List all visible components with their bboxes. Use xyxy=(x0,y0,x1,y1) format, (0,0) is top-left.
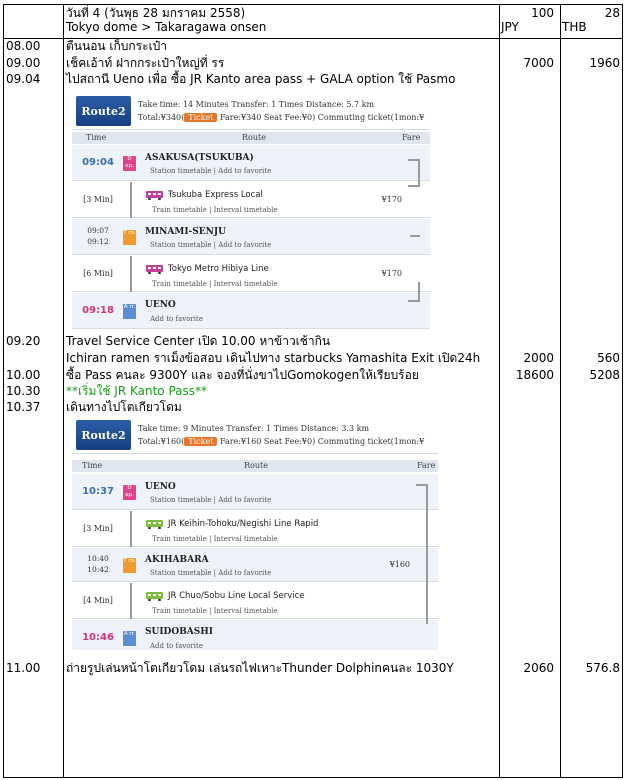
train-links[interactable]: Train timetable | Interval timetable xyxy=(152,607,278,615)
train-icon xyxy=(146,190,163,200)
row-thb: 5208 xyxy=(589,368,620,382)
row-text: เช็คเอ้าท์ ฝากกระเป๋าใหญ่ที่ รร xyxy=(66,56,225,70)
row-time: 09.04 xyxy=(6,72,41,86)
station-name[interactable]: ASAKUSA(TSUKUBA) xyxy=(145,153,254,163)
station-name[interactable]: AKIHABARA xyxy=(145,555,209,565)
departure-time: 10:37 xyxy=(82,486,114,497)
route-line xyxy=(130,182,132,218)
leg-duration: [3 Min] xyxy=(83,524,113,533)
route-badge: Route2 xyxy=(76,420,131,450)
route-table-header xyxy=(72,460,438,472)
train-icon xyxy=(146,264,163,274)
leg-fare: ¥160 xyxy=(389,560,410,569)
line-name[interactable]: JR Chuo/Sobu Line Local Service xyxy=(168,591,305,601)
col-time: Time xyxy=(82,461,103,470)
station-links[interactable]: Station timetable | Add to favorite xyxy=(150,167,272,175)
station-name[interactable]: SUIDOBASHI xyxy=(145,627,214,637)
row-time: 10.00 xyxy=(6,368,41,382)
row-time: 09.00 xyxy=(6,56,41,70)
departure-icon: D ep. xyxy=(123,156,136,171)
row-text: ถ่ายรูปเล่นหน้าโตเกียวโดม เล่นรถไฟเหาะThunder Dolphinคนละ 1030Y xyxy=(66,661,454,675)
route-title: Tokyo dome > Takaragawa onsen xyxy=(66,20,267,34)
thb-label: THB xyxy=(562,20,587,34)
station-row xyxy=(72,474,438,510)
fare-bracket xyxy=(410,235,420,237)
route-header xyxy=(72,416,438,454)
route-line xyxy=(130,583,132,619)
transfer-departure-time: 10:42 xyxy=(87,565,109,574)
favorite-link[interactable]: Add to favorite xyxy=(150,642,203,650)
row-time: 11.00 xyxy=(6,661,41,675)
station-links[interactable]: Station timetable | Add to favorite xyxy=(150,496,272,504)
leg-row xyxy=(72,511,438,547)
arrival-time: 09:18 xyxy=(82,305,114,316)
jpy-rate: 100 xyxy=(531,6,554,20)
station-row xyxy=(72,548,438,582)
leg-row xyxy=(72,182,430,218)
leg-duration: [4 Min] xyxy=(83,596,113,605)
train-icon xyxy=(146,519,163,529)
ticket-button[interactable]: Ticket xyxy=(184,113,217,122)
row-text: Travel Service Center เปิด 10.00 หาข้าวเช้ากิน xyxy=(66,334,331,348)
route-summary: Take time: 9 Minutes Transfer: 1 Times Distance: 3.3 km xyxy=(138,424,370,433)
row-time: 08.00 xyxy=(6,39,41,53)
col-fare: Fare xyxy=(402,133,421,142)
row-text: เดินทางไปโตเกียวโดม xyxy=(66,400,182,414)
station-links[interactable]: Station timetable | Add to favorite xyxy=(150,569,272,577)
row-time: 09.20 xyxy=(6,334,41,348)
col-fare: Fare xyxy=(417,461,436,470)
route-header xyxy=(72,92,430,130)
leg-row xyxy=(72,583,438,619)
col-route: Route xyxy=(244,461,268,470)
station-row xyxy=(72,219,430,255)
transfer-icon: T ra. xyxy=(123,558,136,573)
fare-bracket xyxy=(408,282,420,302)
transfer-icon: T ra. xyxy=(123,230,136,245)
col-time: Time xyxy=(86,133,107,142)
row-jpy: 7000 xyxy=(523,56,554,70)
route-line xyxy=(130,256,132,292)
route-panel-1 xyxy=(72,92,430,330)
row-time: 10.37 xyxy=(6,400,41,414)
day-title: วันที่ 4 (วันพุธ 28 มกราคม 2558) xyxy=(66,6,246,20)
arrival-time: 10:46 xyxy=(82,632,114,643)
arrival-time: 10:40 xyxy=(87,554,109,563)
row-thb: 560 xyxy=(597,351,620,365)
row-jpy: 18600 xyxy=(515,368,554,382)
station-row xyxy=(72,145,430,181)
leg-row xyxy=(72,256,430,292)
row-thb: 1960 xyxy=(589,56,620,70)
arrival-icon: A rr. xyxy=(123,631,136,646)
arrival-time: 09:07 xyxy=(87,226,109,235)
train-icon xyxy=(146,591,163,601)
station-row xyxy=(72,620,438,650)
station-name[interactable]: UENO xyxy=(145,482,176,492)
route-table-header xyxy=(72,132,430,144)
train-links[interactable]: Train timetable | Interval timetable xyxy=(152,535,278,543)
departure-icon: D ep. xyxy=(123,485,136,500)
fare-bracket xyxy=(408,159,420,187)
route-fare-summary: Total:¥340( Ticket Fare:¥340 Seat Fee:¥0) Commuting ticket(1mon:¥ xyxy=(138,113,425,122)
station-links[interactable]: Station timetable | Add to favorite xyxy=(150,241,272,249)
transfer-departure-time: 09:12 xyxy=(87,237,109,246)
line-name[interactable]: Tokyo Metro Hibiya Line xyxy=(168,264,269,274)
arrival-icon: A rr. xyxy=(123,304,136,319)
leg-duration: [6 Min] xyxy=(83,269,113,278)
route-summary: Take time: 14 Minutes Transfer: 1 Times Distance: 5.7 km xyxy=(138,100,375,109)
train-links[interactable]: Train timetable | Interval timetable xyxy=(152,280,278,288)
route-badge: Route2 xyxy=(76,96,131,126)
row-time: 10.30 xyxy=(6,384,41,398)
train-links[interactable]: Train timetable | Interval timetable xyxy=(152,206,278,214)
station-row xyxy=(72,293,430,329)
ticket-button[interactable]: Ticket xyxy=(184,437,217,446)
thb-rate: 28 xyxy=(604,6,620,20)
col-divider-time xyxy=(63,5,64,777)
leg-fare: ¥170 xyxy=(381,269,402,278)
row-text: Ichiran ramen ราเม็งข้อสอบ เดินไปทาง starbucks Yamashita Exit เปิด24h xyxy=(66,351,481,365)
row-text: ซื้อ Pass คนละ 9300Y และ จองที่นั่งขาไปGomokogenให้เรียบร้อย xyxy=(66,368,419,382)
route-line xyxy=(130,511,132,547)
route-fare-summary: Total:¥160( Ticket Fare:¥160 Seat Fee:¥0) Commuting ticket(1mon:¥ xyxy=(138,437,425,446)
station-name[interactable]: MINAMI-SENJU xyxy=(145,227,226,237)
row-jpy: 2060 xyxy=(523,661,554,675)
leg-duration: [3 Min] xyxy=(83,195,113,204)
route-panel-2 xyxy=(72,416,438,650)
row-text: ตื่นนอน เก็บกระเป๋า xyxy=(66,39,168,53)
station-name[interactable]: UENO xyxy=(145,300,176,310)
row-text: ไปสถานี Ueno เพื่อ ซื้อ JR Kanto area pass + GALA option ใช้ Pasmo xyxy=(66,72,456,86)
col-route: Route xyxy=(242,133,266,142)
row-jpy: 2000 xyxy=(523,351,554,365)
line-name[interactable]: Tsukuba Express Local xyxy=(168,190,263,200)
fare-bracket xyxy=(416,484,428,624)
row-text-highlight: **เริ่มใช้ JR Kanto Pass** xyxy=(66,384,207,398)
jpy-label: JPY xyxy=(501,20,519,34)
leg-fare: ¥170 xyxy=(381,195,402,204)
favorite-link[interactable]: Add to favorite xyxy=(150,315,203,323)
departure-time: 09:04 xyxy=(82,157,114,168)
line-name[interactable]: JR Keihin-Tohoku/Negishi Line Rapid xyxy=(168,519,319,529)
row-thb: 576.8 xyxy=(585,661,620,675)
